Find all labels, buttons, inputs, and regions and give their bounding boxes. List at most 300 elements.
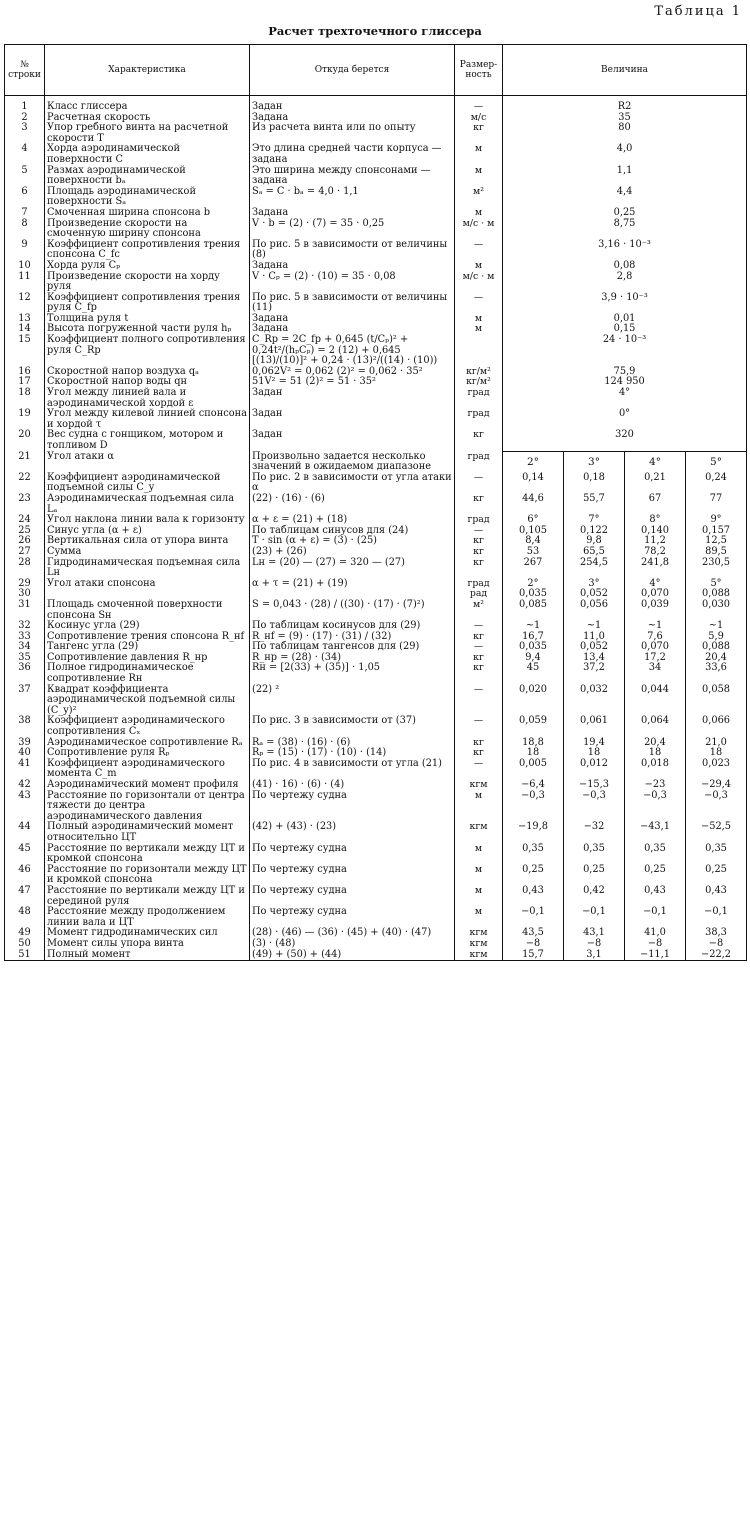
value-alpha-3: 0,012 [564,759,625,780]
value-alpha-2: 44,6 [503,494,564,515]
value-alpha-4: 11,2 [625,536,686,547]
col-header-value: Величина [503,45,747,96]
unit: м [455,886,503,907]
value: 320 [503,430,747,451]
value-alpha-5: 0,058 [686,685,747,717]
value: 0,01 [503,314,747,325]
unit [455,335,503,367]
value-alpha-5: ~1 [686,621,747,632]
value-alpha-2: 0,14 [503,473,564,494]
table-row [5,791,747,823]
source: C_Rp = 2C_fp + 0,645 (t/Cₚ)² + 0,24t²/(hₚCₚ) = 2 (12) + 0,645 [(13)/(10)]² + 0,24 · (13)²/((14) · (10)) [250,335,455,367]
table-row [5,865,747,886]
unit: м [455,261,503,272]
value-alpha-5: −22,2 [686,950,747,961]
characteristic: Смоченная ширина спонсона b [45,208,250,219]
source: R_нf = (9) · (17) · (31) / (32) [250,632,455,643]
value-alpha-5: 5° [686,452,747,473]
source: α + ε = (21) + (18) [250,515,455,526]
col-header-row-number: № строки [5,45,45,96]
value-alpha-4: −23 [625,780,686,791]
unit: — [455,716,503,737]
value-alpha-2: 2° [503,579,564,590]
characteristic: Угол между килевой линией спонсона и хордой τ [45,409,250,430]
value-alpha-2: 18 [503,748,564,759]
source: По таблицам синусов для (24) [250,526,455,537]
value-alpha-3: ~1 [564,621,625,632]
value-alpha-5: 0,088 [686,589,747,600]
value-alpha-4: 0,039 [625,600,686,621]
characteristic: Произведение скорости на смоченную ширину спонсона [45,219,250,240]
source: (23) + (26) [250,547,455,558]
characteristic: Расстояние по вертикали между ЦТ и серединой руля [45,886,250,907]
table-row [5,950,747,961]
row-number: 13 [5,314,45,325]
characteristic: Площадь смоченной поверхности спонсона Sн [45,600,250,621]
value-alpha-4: 0,43 [625,886,686,907]
value-alpha-2: −19,8 [503,822,564,843]
characteristic: Сумма [45,547,250,558]
unit: — [455,621,503,632]
row-number: 8 [5,219,45,240]
unit: кгм [455,780,503,791]
source: Произвольно задается несколько значений в ожидаемом диапазоне [250,452,455,473]
source: S = 0,043 · (28) / ((30) · (17) · (7)²) [250,600,455,621]
source: Задана [250,324,455,335]
value-alpha-4: 4° [625,579,686,590]
value-alpha-4: 7,6 [625,632,686,643]
unit: кгм [455,822,503,843]
source: V · b = (2) · (7) = 35 · 0,25 [250,219,455,240]
value-alpha-2: 45 [503,663,564,684]
row-number: 30 [5,589,45,600]
value: 2,8 [503,272,747,293]
value-alpha-3: 18 [564,748,625,759]
unit: — [455,642,503,653]
characteristic: Произведение скорости на хорду руля [45,272,250,293]
value-alpha-4: −0,1 [625,907,686,928]
value-alpha-2: −0,1 [503,907,564,928]
value-alpha-2: 0,035 [503,589,564,600]
characteristic: Коэффициент сопротивления трения спонсона C_fc [45,240,250,261]
value-alpha-3: 0,122 [564,526,625,537]
unit: кг [455,632,503,643]
unit: кг [455,653,503,664]
source: По чертежу судна [250,844,455,865]
unit: — [455,473,503,494]
row-number: 43 [5,791,45,823]
unit: м [455,865,503,886]
unit: кгм [455,939,503,950]
characteristic: Сопротивление трения спонсона R_нf [45,632,250,643]
value-alpha-4: 18 [625,748,686,759]
table-row [5,261,747,272]
characteristic: Тангенс угла (29) [45,642,250,653]
row-number: 22 [5,473,45,494]
source: R_нp = (28) · (34) [250,653,455,664]
table-row [5,780,747,791]
row-number: 19 [5,409,45,430]
table-row [5,886,747,907]
value-alpha-2: 9,4 [503,653,564,664]
source: Это ширина между спонсонами — задана [250,166,455,187]
characteristic: Угол наклона линии вала к горизонту [45,515,250,526]
table-row [5,494,747,515]
source: Sₐ = C · bₐ = 4,0 · 1,1 [250,187,455,208]
characteristic: Расстояние по горизонтали между ЦТ и кромкой спонсона [45,865,250,886]
unit: — [455,102,503,113]
value-alpha-5: 38,3 [686,928,747,939]
table-row [5,123,747,144]
value-alpha-4: 67 [625,494,686,515]
source: По рис. 3 в зависимости от (37) [250,716,455,737]
row-number: 47 [5,886,45,907]
value-alpha-5: 0,030 [686,600,747,621]
unit: — [455,685,503,717]
unit: кг [455,738,503,749]
table-row [5,430,747,451]
unit: рад [455,589,503,600]
table-row [5,409,747,430]
row-number: 36 [5,663,45,684]
row-number: 17 [5,377,45,388]
row-number: 3 [5,123,45,144]
row-number: 9 [5,240,45,261]
unit: кг/м² [455,377,503,388]
unit: кг [455,430,503,451]
source: Задан [250,409,455,430]
table-row [5,939,747,950]
table-title: Расчет трехточечного глиссера [268,24,482,38]
unit: кг [455,547,503,558]
unit: град [455,515,503,526]
value-alpha-5: −0,3 [686,791,747,823]
row-number: 1 [5,102,45,113]
unit: м [455,208,503,219]
value-alpha-2: 0,035 [503,642,564,653]
value-alpha-2: 15,7 [503,950,564,961]
unit: кгм [455,928,503,939]
value-alpha-5: 12,5 [686,536,747,547]
source: По чертежу судна [250,886,455,907]
value-alpha-5: 5,9 [686,632,747,643]
row-number: 24 [5,515,45,526]
value-alpha-3: 19,4 [564,738,625,749]
value-alpha-2: 0,059 [503,716,564,737]
value-alpha-4: 0,25 [625,865,686,886]
characteristic: Расстояние по горизонтали от центра тяжести до центра аэродинамического давления [45,791,250,823]
value: 0,15 [503,324,747,335]
row-number: 28 [5,558,45,579]
row-number: 50 [5,939,45,950]
row-number: 48 [5,907,45,928]
value-alpha-2: 0,25 [503,865,564,886]
value-alpha-5: −29,4 [686,780,747,791]
value-alpha-2: 0,43 [503,886,564,907]
unit: м [455,314,503,325]
value-alpha-5: 9° [686,515,747,526]
characteristic: Квадрат коэффициента аэродинамической подъемной силы (C_y)² [45,685,250,717]
value-alpha-4: 8° [625,515,686,526]
value-alpha-3: 3° [564,452,625,473]
unit: м/с · м [455,272,503,293]
value-alpha-4: −0,3 [625,791,686,823]
value-alpha-4: 41,0 [625,928,686,939]
row-number: 37 [5,685,45,717]
unit: кг [455,123,503,144]
value-alpha-4: 20,4 [625,738,686,749]
row-number: 31 [5,600,45,621]
source: Lн = (20) — (27) = 320 — (27) [250,558,455,579]
table-row [5,219,747,240]
value-alpha-2: −8 [503,939,564,950]
source: Задана [250,314,455,325]
characteristic: Хорда руля Cₚ [45,261,250,272]
value-alpha-4: 78,2 [625,547,686,558]
unit: кгм [455,950,503,961]
value-alpha-4: −8 [625,939,686,950]
table-row [5,536,747,547]
value-alpha-4: 0,070 [625,642,686,653]
source: (22) ² [250,685,455,717]
row-number: 46 [5,865,45,886]
characteristic: Полное гидродинамическое сопротивление Rн [45,663,250,684]
unit: м [455,166,503,187]
value-alpha-3: −0,1 [564,907,625,928]
value-alpha-3: 0,35 [564,844,625,865]
row-number: 41 [5,759,45,780]
value-alpha-5: 5° [686,579,747,590]
col-header-characteristic: Характеристика [45,45,250,96]
value-alpha-2: 0,35 [503,844,564,865]
glider-calculation-table [4,44,747,961]
value-alpha-3: 9,8 [564,536,625,547]
row-number: 18 [5,388,45,409]
table-row [5,166,747,187]
value: 0° [503,409,747,430]
value: 4,0 [503,144,747,165]
value-alpha-2: 8,4 [503,536,564,547]
characteristic: Толщина руля t [45,314,250,325]
characteristic: Размах аэродинамической поверхности bₐ [45,166,250,187]
value-alpha-5: 77 [686,494,747,515]
unit: м/с · м [455,219,503,240]
source: Задан [250,430,455,451]
value-alpha-3: 55,7 [564,494,625,515]
value-alpha-3: 0,052 [564,589,625,600]
source: По чертежу судна [250,791,455,823]
source: (41) · 16) · (6) · (4) [250,780,455,791]
value-alpha-2: 16,7 [503,632,564,643]
value-alpha-3: 0,42 [564,886,625,907]
characteristic: Расстояние по вертикали между ЦТ и кромкой спонсона [45,844,250,865]
unit: м [455,144,503,165]
source: По рис. 5 в зависимости от величины (8) [250,240,455,261]
value-alpha-5: 0,023 [686,759,747,780]
value-alpha-2: 0,085 [503,600,564,621]
row-number: 33 [5,632,45,643]
value-alpha-4: 0,070 [625,589,686,600]
characteristic: Сопротивление давления R_нp [45,653,250,664]
unit: — [455,526,503,537]
row-number: 45 [5,844,45,865]
value-alpha-3: 0,18 [564,473,625,494]
source: По рис. 5 в зависимости от величины (11) [250,293,455,314]
row-number: 32 [5,621,45,632]
characteristic: Угол атаки спонсона [45,579,250,590]
source: По чертежу судна [250,907,455,928]
value-alpha-4: −11,1 [625,950,686,961]
characteristic: Сопротивление руля Rₚ [45,748,250,759]
value-alpha-3: 0,25 [564,865,625,886]
value-alpha-5: 0,35 [686,844,747,865]
value-alpha-5: 0,43 [686,886,747,907]
unit: град [455,388,503,409]
value-alpha-5: 21,0 [686,738,747,749]
unit: м/с [455,113,503,124]
row-number: 29 [5,579,45,590]
value: 124 950 [503,377,747,388]
value: R2 [503,102,747,113]
value-alpha-3: 37,2 [564,663,625,684]
table-row [5,144,747,165]
table-row [5,759,747,780]
value-alpha-3: 0,056 [564,600,625,621]
value: 80 [503,123,747,144]
characteristic: Скоростной напор воздуха qₐ [45,367,250,378]
source: (3) · (48) [250,939,455,950]
value: 35 [503,113,747,124]
row-number: 5 [5,166,45,187]
characteristic: Расстояние между продолжением линии вала и ЦТ [45,907,250,928]
characteristic: Хорда аэродинамической поверхности C [45,144,250,165]
row-number: 27 [5,547,45,558]
value-alpha-3: 0,052 [564,642,625,653]
characteristic: Скоростной напор воды qн [45,377,250,388]
value-alpha-3: 3° [564,579,625,590]
unit: кг/м² [455,367,503,378]
table-row [5,822,747,843]
source: (49) + (50) + (44) [250,950,455,961]
value-alpha-2: 43,5 [503,928,564,939]
table-row [5,388,747,409]
characteristic: Аэродинамический момент профиля [45,780,250,791]
source: По рис. 2 в зависимости от угла атаки α [250,473,455,494]
table-row [5,663,747,684]
value: 1,1 [503,166,747,187]
value-alpha-5: 0,157 [686,526,747,537]
value-alpha-5: −0,1 [686,907,747,928]
value-alpha-2: 0,105 [503,526,564,537]
characteristic: Гидродинамическая подъемная сила Lн [45,558,250,579]
characteristic: Площадь аэродинамической поверхности Sₐ [45,187,250,208]
source: По рис. 4 в зависимости от угла (21) [250,759,455,780]
characteristic: Полный момент [45,950,250,961]
value-alpha-3: 3,1 [564,950,625,961]
source: По чертежу судна [250,865,455,886]
characteristic: Синус угла (α + ε) [45,526,250,537]
value-alpha-4: 241,8 [625,558,686,579]
value-alpha-4: 0,21 [625,473,686,494]
value-alpha-5: 0,24 [686,473,747,494]
characteristic: Коэффициент аэродинамического сопротивления Cₓ [45,716,250,737]
value-alpha-2: 0,005 [503,759,564,780]
value-alpha-2: 2° [503,452,564,473]
table-row [5,600,747,621]
table-row [5,844,747,865]
value: 3,9 · 10⁻³ [503,293,747,314]
table-row [5,907,747,928]
value-alpha-4: ~1 [625,621,686,632]
characteristic: Упор гребного винта на расчетной скорости T [45,123,250,144]
value-alpha-2: 267 [503,558,564,579]
characteristic: Аэродинамическая подъемная сила Lₐ [45,494,250,515]
value-alpha-3: 13,4 [564,653,625,664]
characteristic: Угол атаки α [45,452,250,473]
row-number: 12 [5,293,45,314]
value-alpha-3: 7° [564,515,625,526]
source: 0,062V² = 0,062 (2)² = 0,062 · 35² [250,367,455,378]
header-row [5,45,747,96]
characteristic: Момент силы упора винта [45,939,250,950]
value-alpha-5: 230,5 [686,558,747,579]
source: Задан [250,102,455,113]
col-header-unit: Размер-ность [455,45,503,96]
characteristic: Коэффициент аэродинамического момента C_m [45,759,250,780]
row-number: 35 [5,653,45,664]
row-number: 40 [5,748,45,759]
value-alpha-5: 18 [686,748,747,759]
value-alpha-2: 0,020 [503,685,564,717]
row-number: 20 [5,430,45,451]
row-number: 34 [5,642,45,653]
value-alpha-4: 17,2 [625,653,686,664]
source: V · Cₚ = (2) · (10) = 35 · 0,08 [250,272,455,293]
value: 4° [503,388,747,409]
row-number: 11 [5,272,45,293]
value-alpha-4: 34 [625,663,686,684]
table-row [5,716,747,737]
row-number: 39 [5,738,45,749]
value-alpha-5: 0,088 [686,642,747,653]
value-alpha-3: 0,032 [564,685,625,717]
value: 0,08 [503,261,747,272]
characteristic: Полный аэродинамический момент относительно ЦТ [45,822,250,843]
row-number: 21 [5,452,45,473]
table-row [5,187,747,208]
source: Задана [250,113,455,124]
characteristic: Класс глиссера [45,102,250,113]
characteristic: Высота погруженной части руля hₚ [45,324,250,335]
value: 75,9 [503,367,747,378]
value-alpha-4: 0,35 [625,844,686,865]
value-alpha-3: 11,0 [564,632,625,643]
value-alpha-2: ~1 [503,621,564,632]
source: Rₐ = (38) · (16) · (6) [250,738,455,749]
source: 51V² = 51 (2)² = 51 · 35² [250,377,455,388]
unit: — [455,759,503,780]
characteristic: Момент гидродинамических сил [45,928,250,939]
table-row [5,208,747,219]
row-number: 15 [5,335,45,367]
source: Задана [250,261,455,272]
table-number: Таблица 1 [654,4,742,19]
row-number: 25 [5,526,45,537]
table-row [5,102,747,113]
characteristic: Расчетная скорость [45,113,250,124]
value-alpha-5: 89,5 [686,547,747,558]
value-alpha-4: 0,044 [625,685,686,717]
